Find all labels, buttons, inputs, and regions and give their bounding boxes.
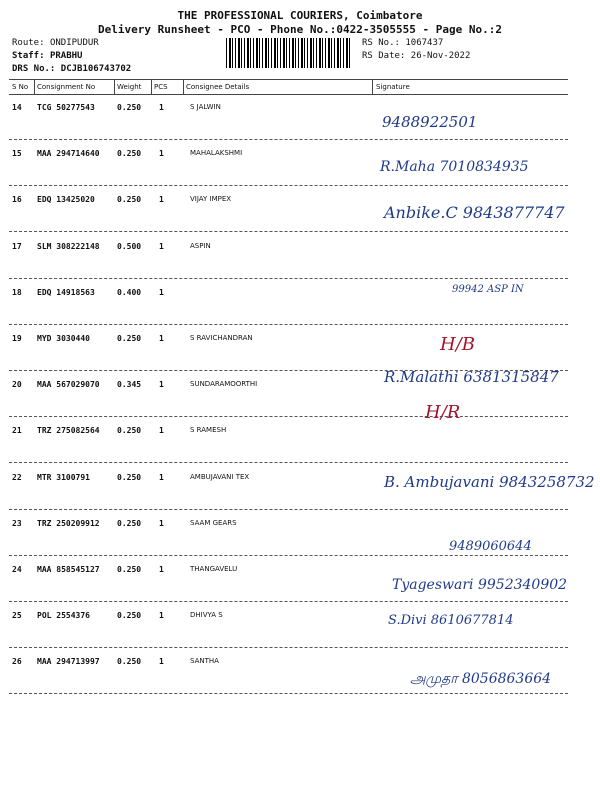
row-consignee: VIJAY IMPEX	[190, 195, 232, 204]
row-weight: 0.250	[117, 334, 142, 343]
row-pcs: 1	[159, 472, 164, 482]
handwritten-signature: Tyageswari 9952340902	[392, 577, 568, 593]
row-consignment-no: MAA 858545127	[37, 565, 100, 574]
row-consignment-no: TCG 50277543	[37, 103, 95, 112]
rs-date-line	[362, 51, 470, 61]
row-consignment-no: EDQ 14918563	[37, 287, 95, 297]
row-divider	[9, 509, 568, 510]
row-divider	[9, 231, 568, 232]
table-top-border	[9, 79, 568, 80]
row-sno: 23	[12, 518, 22, 528]
barcode-image	[226, 38, 352, 68]
rs-no-label: RS No.:	[362, 38, 400, 48]
handwritten-signature: அமுதா 8056863664	[410, 671, 552, 688]
row-consignment-no: MTR 3100791	[37, 472, 90, 482]
row-weight: 0.250	[117, 518, 142, 528]
route-label: Route:	[12, 38, 45, 48]
handwritten-signature: Anbike.C 9843877747	[384, 203, 565, 223]
row-weight: 0.250	[117, 611, 142, 621]
row-sno: 24	[12, 565, 22, 574]
row-weight: 0.400	[117, 287, 142, 297]
rs-date-label: RS Date:	[362, 51, 406, 61]
col-header-consignee: Consignee Details	[186, 83, 250, 91]
staff-line	[12, 51, 82, 61]
row-consignee: SAAM GEARS	[190, 518, 237, 527]
row-divider	[9, 185, 568, 186]
drs-label: DRS No.:	[12, 64, 56, 74]
row-consignee: SUNDARAMOORTHI	[190, 380, 258, 389]
row-weight: 0.250	[117, 426, 142, 436]
row-sno: 16	[12, 195, 22, 205]
row-consignee: S RAMESH	[190, 426, 227, 435]
row-sno: 25	[12, 611, 22, 621]
row-consignment-no: MYD 3030440	[37, 334, 90, 343]
staff-value: PRABHU	[49, 51, 83, 61]
row-consignee: S RAVICHANDRAN	[190, 334, 253, 342]
rs-no-line	[362, 38, 443, 48]
row-pcs: 1	[159, 287, 164, 297]
row-consignment-no: TRZ 250209912	[37, 518, 100, 528]
drs-line	[12, 64, 131, 74]
row-consignee: ASPIN	[190, 241, 211, 250]
staff-label: Staff:	[12, 51, 45, 61]
row-pcs: 1	[159, 380, 164, 390]
row-sno: 19	[12, 334, 22, 343]
row-weight: 0.250	[117, 195, 142, 205]
row-sno: 26	[12, 657, 22, 667]
handwritten-signature: 9488922501	[382, 113, 478, 131]
row-weight: 0.250	[117, 565, 142, 574]
row-consignment-no: MAA 294714640	[37, 149, 100, 159]
column-divider	[151, 79, 152, 94]
row-consignee: AMBUJAVANI TEX	[190, 472, 250, 481]
row-consignment-no: MAA 294713997	[37, 657, 100, 667]
route-line	[12, 38, 99, 48]
handwritten-signature: S.Divi 8610677814	[388, 613, 514, 629]
col-header-consignment: Consignment No	[37, 83, 96, 91]
row-sno: 22	[12, 472, 22, 482]
row-divider	[9, 647, 568, 648]
row-consignment-no: POL 2554376	[37, 611, 90, 621]
col-header-weight: Weight	[117, 83, 142, 91]
rs-no-value: 1067437	[405, 38, 444, 48]
handwritten-signature: H/B	[440, 334, 475, 355]
company-title: THE PROFESSIONAL COURIERS, Coimbatore	[177, 9, 423, 22]
handwritten-signature: 99942 ASP IN	[452, 283, 524, 295]
row-pcs: 1	[159, 657, 164, 667]
row-divider	[9, 462, 568, 463]
row-pcs: 1	[159, 611, 164, 621]
row-pcs: 1	[159, 103, 164, 112]
row-consignee: DHIVYA S	[190, 611, 223, 620]
row-sno: 15	[12, 149, 22, 159]
row-divider	[9, 278, 568, 279]
row-sno: 21	[12, 426, 22, 436]
row-divider	[9, 555, 568, 556]
row-pcs: 1	[159, 518, 164, 528]
handwritten-signature: H/R	[425, 402, 461, 424]
row-sno: 17	[12, 241, 22, 251]
row-pcs: 1	[159, 195, 164, 205]
row-weight: 0.345	[117, 380, 142, 390]
column-divider	[183, 79, 184, 94]
row-consignment-no: SLM 308222148	[37, 241, 100, 251]
row-consignment-no: TRZ 275082564	[37, 426, 100, 436]
col-header-sno: S No	[12, 83, 29, 91]
handwritten-signature: R.Malathi 6381315847	[384, 368, 559, 387]
row-consignment-no: MAA 567029070	[37, 380, 100, 390]
row-pcs: 1	[159, 149, 164, 159]
row-pcs: 1	[159, 334, 164, 343]
row-weight: 0.250	[117, 103, 142, 112]
row-weight: 0.250	[117, 149, 142, 159]
row-weight: 0.250	[117, 472, 142, 482]
handwritten-signature: R.Maha 7010834935	[380, 159, 529, 176]
column-divider	[372, 79, 373, 94]
row-pcs: 1	[159, 241, 164, 251]
row-divider	[9, 601, 568, 602]
row-pcs: 1	[159, 426, 164, 436]
row-consignment-no: EDQ 13425020	[37, 195, 95, 205]
row-weight: 0.250	[117, 657, 142, 667]
row-consignee: THANGAVELU	[190, 565, 238, 573]
row-weight: 0.500	[117, 241, 142, 251]
row-sno: 18	[12, 287, 22, 297]
col-header-pcs: PCS	[154, 83, 168, 91]
route-value: ONDIPUDUR	[49, 38, 99, 48]
row-divider	[9, 416, 568, 417]
row-consignee: MAHALAKSHMI	[190, 149, 243, 158]
table-header-bottom-border	[9, 94, 568, 95]
row-consignee: SANTHA	[190, 657, 219, 666]
row-sno: 14	[12, 103, 22, 112]
row-sno: 20	[12, 380, 22, 390]
row-divider	[9, 139, 568, 140]
row-divider	[9, 693, 568, 694]
col-header-signature: Signature	[376, 83, 410, 91]
rs-date-value: 26-Nov-2022	[410, 51, 471, 61]
handwritten-signature: B. Ambujavani 9843258732	[384, 472, 595, 491]
handwritten-signature: 9489060644	[449, 538, 532, 554]
row-pcs: 1	[159, 565, 164, 574]
row-consignee: S JALWIN	[190, 103, 221, 111]
column-divider	[114, 79, 115, 94]
row-divider	[9, 324, 568, 325]
column-divider	[34, 79, 35, 94]
runsheet-subtitle: Delivery Runsheet - PCO - Phone No.:0422-3505555 - Page No.:2	[98, 23, 502, 36]
drs-value: DCJB106743702	[60, 64, 132, 74]
